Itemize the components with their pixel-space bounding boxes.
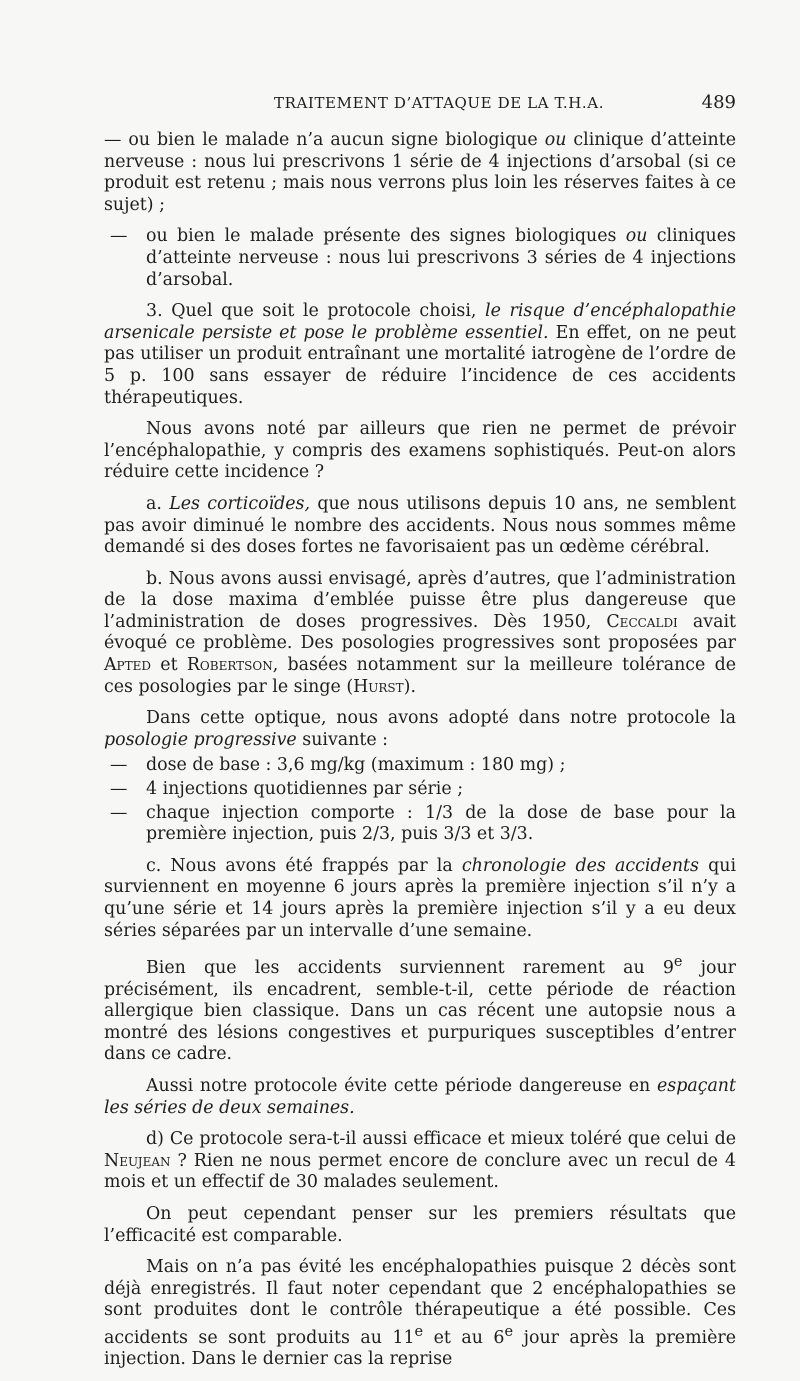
paragraph-d: d) Ce protocole sera-t-il aussi efficace et mieux toléré que celui de Neujean ? Rien ne nous permet encore de conclure avec un recul de 4 mois et un effectif de 30 malades seulement.	[104, 1129, 736, 1193]
emphasis: Les corticoïdes,	[169, 493, 311, 514]
emphasis: espaçant les séries de deux semaines.	[104, 1075, 736, 1118]
dash-mark: —	[110, 802, 128, 823]
author-name: Apted	[104, 655, 152, 676]
dash-item-2-text: ou bien le malade présente des signes biologiques	[146, 226, 617, 247]
list-item: — dose de base : 3,6 mg/kg (maximum : 180 mg) ;	[104, 755, 736, 777]
dash-item-1-rest: clinique d’atteinte nerveuse : nous lui prescrivons 1 série de 4 injections d’arsobal (si ce produit est retenu ; mais nous verrons plus loin les réserves faites à ce sujet) ;	[104, 130, 736, 215]
dash-item-2	[104, 226, 736, 291]
author-name: Robertson	[186, 655, 273, 676]
paragraph-5: Dans cette optique, nous avons adopté dans notre protocole la posologie progressive suivante :	[104, 708, 736, 750]
dash-item-1	[104, 130, 736, 216]
emphasis: le risque d’encéphalopathie arsenicale persiste et pose le problème essentiel.	[104, 301, 737, 343]
paragraph-b: b. Nous avons aussi envisagé, après d’autres, que l’administration de la dose maxima d’emblée puisse être plus dangereuse que l’administration de doses progressives. Dès 1950, Ceccaldi avait évoqué ce problème. Des posologies progressives sont proposées par Apted et Robertson, basées notamment sur la meilleure tolérance de ces posologies par le singe (Hurst).	[104, 568, 737, 697]
paragraph-c: c. Nous avons été frappés par la chronologie des accidents qui surviennent en moyenne 6 jours après la première injection s’il n’y a qu’une série et 14 jours après la première injection s’il y a eu deux séries séparées par un intervalle d’une semaine.	[104, 855, 737, 941]
emphasis: posologie progressive	[104, 729, 297, 750]
paragraph-3: 3. Quel que soit le protocole choisi, le risque d’encéphalopathie arsenicale persiste et pose le problème essentiel. En effet, on ne peut pas utiliser un produit entraînant une mortalité iatrogène de l’ordre de 5 p. 100 sans essayer de réduire l’incidence de ces accidents thérapeutiques.	[104, 301, 737, 408]
paragraph-6: Bien que les accidents surviennent rarement au 9e jour précisément, ils encadrent, semble-t-il, cette période de réaction allergique bien classique. Dans un cas récent une autopsie nous a montré des lésions congestives et purpuriques susceptibles d’entrer dans ce cadre.	[104, 954, 736, 1065]
list-item: — 4 injections quotidiennes par série ;	[104, 779, 736, 801]
author-name: Neujean	[104, 1150, 171, 1171]
running-header	[104, 92, 736, 113]
paragraph-8: On peut cependant penser sur les premiers résultats que l’efficacité est comparable.	[104, 1203, 736, 1246]
paragraph-9: Mais on n’a pas évité les encéphalopathies puisque 2 décès sont déjà enregistrés. Il faut noter cependant que 2 encéphalopathies se sont produites dont le contrôle thérapeutique a été possible. Ces accidents se sont produits au 11e et au 6e jour après la première injection. Dans le dernier cas la reprise	[104, 1257, 737, 1370]
author-name: Hurst	[353, 676, 404, 697]
page-number: 489	[701, 92, 736, 113]
text-body	[104, 130, 736, 1381]
list-item: — chaque injection comporte : 1/3 de la dose de base pour la première injection, puis 2/3, puis 3/3 et 3/3.	[104, 803, 736, 846]
dash-mark: —	[110, 226, 128, 247]
dash-item-1-text: — ou bien le malade n’a aucun signe biologique	[104, 130, 538, 150]
dash-mark: —	[110, 779, 128, 800]
dash-item-2-rest: cliniques d’atteinte nerveuse : nous lui prescrivons 3 séries de 4 injections d’arsobal.	[146, 226, 736, 290]
dash-item-1-ou: ou	[544, 130, 567, 150]
paragraph-a: a. Les corticoïdes, que nous utilisons depuis 10 ans, ne semblent pas avoir diminué le nombre des accidents. Nous nous sommes même demandé si des doses fortes ne favorisaient pas un œdème cérébral.	[104, 493, 737, 558]
paragraph-4: Nous avons noté par ailleurs que rien ne permet de prévoir l’encéphalopathie, y compris des examens sophistiqués. Peut-on alors réduire cette incidence ?	[104, 419, 736, 483]
paragraph-7: Aussi notre protocole évite cette période dangereuse en espaçant les séries de deux semaines.	[104, 1075, 736, 1118]
author-name: Ceccaldi	[606, 611, 678, 632]
emphasis: chronologie des accidents	[461, 855, 699, 876]
running-title: TRAITEMENT D’ATTAQUE DE LA T.H.A.	[274, 94, 605, 112]
dash-mark: —	[110, 755, 128, 776]
dash-item-2-ou: ou	[625, 226, 648, 247]
